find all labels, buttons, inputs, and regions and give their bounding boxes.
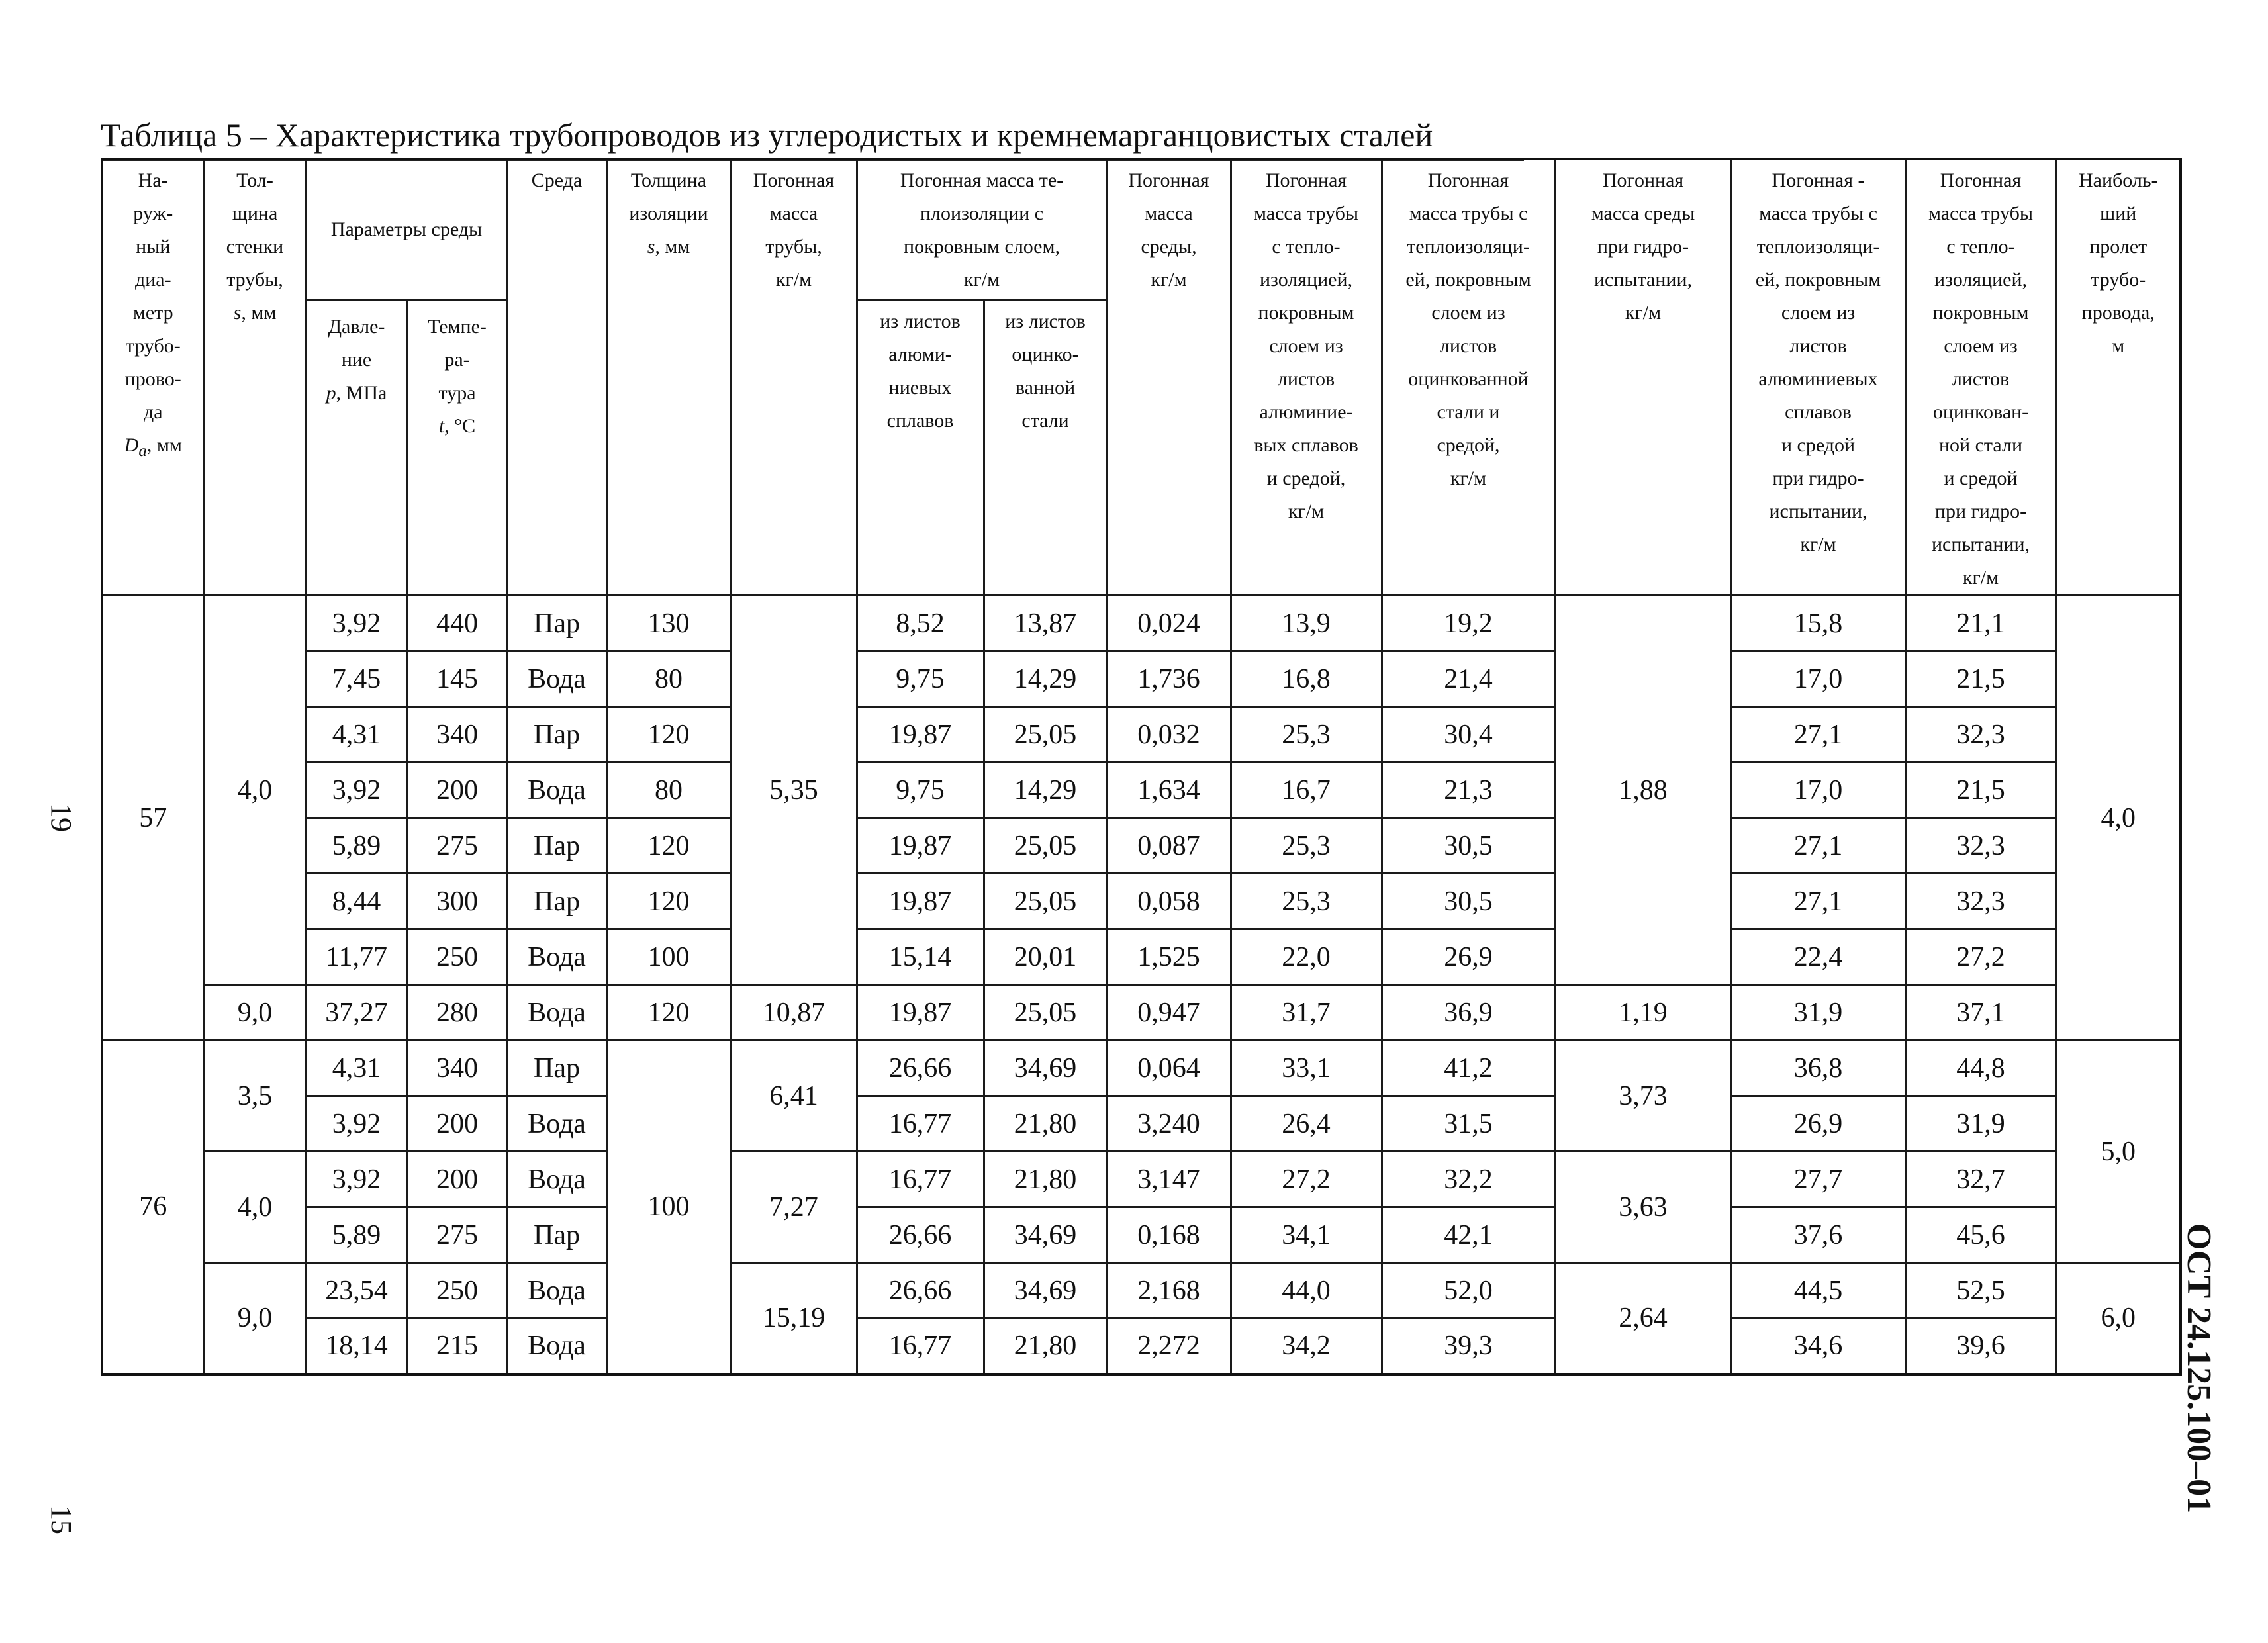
- cell-zn-test: 21,5: [1905, 763, 2056, 818]
- cell-temperature: 200: [407, 1096, 507, 1152]
- cell-pressure: 5,89: [306, 1207, 407, 1263]
- cell-pressure: 4,31: [306, 1041, 407, 1096]
- cell-medium: Вода: [507, 929, 606, 985]
- cell-temperature: 280: [407, 985, 507, 1041]
- cell-medium: Пар: [507, 874, 606, 929]
- cell-insulation: 80: [606, 763, 731, 818]
- header-pressure: Давле- ние p, МПа: [306, 300, 407, 595]
- cell-ins-al: 16,77: [857, 1096, 984, 1152]
- cell-zn-medium: 26,9: [1382, 929, 1555, 985]
- header-medium: Среда: [507, 159, 606, 596]
- cell-al-medium: 34,1: [1231, 1207, 1382, 1263]
- table-row: [102, 707, 2181, 763]
- cell-ins-al: 26,66: [857, 1041, 984, 1096]
- cell-ins-al: 15,14: [857, 929, 984, 985]
- cell-ins-al: 16,77: [857, 1319, 984, 1374]
- cell-zn-test: 37,1: [1905, 985, 2056, 1041]
- cell-medium-mass: 0,024: [1107, 596, 1231, 651]
- cell-insulation: 120: [606, 818, 731, 874]
- cell-medium-test: 1,88: [1555, 596, 1731, 985]
- cell-al-medium: 34,2: [1231, 1319, 1382, 1374]
- cell-medium: Пар: [507, 818, 606, 874]
- cell-zn-medium: 30,5: [1382, 818, 1555, 874]
- cell-pressure: 23,54: [306, 1263, 407, 1319]
- cell-ins-zn: 34,69: [984, 1263, 1107, 1319]
- cell-ins-zn: 34,69: [984, 1041, 1107, 1096]
- cell-ins-al: 8,52: [857, 596, 984, 651]
- cell-ins-al: 26,66: [857, 1263, 984, 1319]
- cell-temperature: 300: [407, 874, 507, 929]
- cell-medium-mass: 0,064: [1107, 1041, 1231, 1096]
- cell-al-test: 22,4: [1731, 929, 1905, 985]
- cell-insulation: 120: [606, 985, 731, 1041]
- cell-medium-mass: 2,272: [1107, 1319, 1231, 1374]
- cell-zn-medium: 21,3: [1382, 763, 1555, 818]
- cell-zn-medium: 32,2: [1382, 1152, 1555, 1207]
- cell-wall: 9,0: [204, 985, 306, 1041]
- cell-medium: Пар: [507, 707, 606, 763]
- header-wall-thickness: Тол- щина стенки трубы, s, мм: [204, 159, 306, 596]
- cell-ins-al: 19,87: [857, 874, 984, 929]
- cell-zn-medium: 30,4: [1382, 707, 1555, 763]
- cell-medium-mass: 2,168: [1107, 1263, 1231, 1319]
- cell-temperature: 200: [407, 1152, 507, 1207]
- cell-diameter: 76: [102, 1041, 204, 1374]
- cell-al-test: 37,6: [1731, 1207, 1905, 1263]
- cell-temperature: 440: [407, 596, 507, 651]
- cell-pressure: 18,14: [306, 1319, 407, 1374]
- table-title: Таблица 5 – Характеристика трубопроводов из углеродистых и кремнемарганцовистых сталей: [101, 111, 1524, 161]
- cell-medium-mass: 0,087: [1107, 818, 1231, 874]
- cell-medium: Вода: [507, 1152, 606, 1207]
- cell-al-medium: 25,3: [1231, 707, 1382, 763]
- cell-al-test: 36,8: [1731, 1041, 1905, 1096]
- table-row: [102, 651, 2181, 707]
- cell-al-test: 34,6: [1731, 1319, 1905, 1374]
- cell-span: 6,0: [2056, 1263, 2181, 1374]
- page-number-bottom: 15: [45, 1505, 77, 1534]
- cell-medium-mass: 0,032: [1107, 707, 1231, 763]
- cell-wall: 9,0: [204, 1263, 306, 1374]
- cell-medium-test: 1,19: [1555, 985, 1731, 1041]
- table-row: [102, 1207, 2181, 1263]
- cell-pipe-mass: 15,19: [731, 1263, 857, 1374]
- header-max-span: Наиболь- ший пролет трубо- провода, м: [2056, 159, 2181, 596]
- cell-temperature: 250: [407, 1263, 507, 1319]
- cell-al-medium: 25,3: [1231, 818, 1382, 874]
- cell-medium-test: 3,63: [1555, 1152, 1731, 1263]
- cell-temperature: 275: [407, 1207, 507, 1263]
- table-row: [102, 929, 2181, 985]
- cell-pipe-mass: 7,27: [731, 1152, 857, 1263]
- cell-insulation: 120: [606, 707, 731, 763]
- cell-zn-test: 44,8: [1905, 1041, 2056, 1096]
- cell-ins-al: 19,87: [857, 985, 984, 1041]
- cell-medium: Пар: [507, 596, 606, 651]
- cell-pressure: 3,92: [306, 596, 407, 651]
- cell-al-test: 17,0: [1731, 651, 1905, 707]
- cell-ins-zn: 25,05: [984, 874, 1107, 929]
- cell-al-medium: 22,0: [1231, 929, 1382, 985]
- cell-pressure: 11,77: [306, 929, 407, 985]
- cell-zn-test: 21,5: [1905, 651, 2056, 707]
- cell-medium: Вода: [507, 1319, 606, 1374]
- cell-al-medium: 27,2: [1231, 1152, 1382, 1207]
- header-mass-al-medium: Погонная масса трубы с тепло- изоляцией, покровным слоем из листов алюминие- вых сплавов и средой, кг/м: [1231, 159, 1382, 596]
- cell-al-medium: 13,9: [1231, 596, 1382, 651]
- table-row: [102, 1319, 2181, 1374]
- table-row: [102, 1152, 2181, 1207]
- cell-zn-medium: 30,5: [1382, 874, 1555, 929]
- cell-ins-zn: 25,05: [984, 707, 1107, 763]
- cell-medium: Вода: [507, 1096, 606, 1152]
- cell-temperature: 250: [407, 929, 507, 985]
- cell-ins-al: 19,87: [857, 707, 984, 763]
- cell-ins-zn: 14,29: [984, 651, 1107, 707]
- cell-medium: Пар: [507, 1041, 606, 1096]
- cell-al-test: 15,8: [1731, 596, 1905, 651]
- cell-zn-medium: 42,1: [1382, 1207, 1555, 1263]
- page-number-top: 19: [45, 803, 77, 832]
- cell-zn-test: 39,6: [1905, 1319, 2056, 1374]
- cell-al-test: 26,9: [1731, 1096, 1905, 1152]
- pipeline-table: [101, 158, 2182, 1376]
- cell-zn-medium: 52,0: [1382, 1263, 1555, 1319]
- cell-medium-mass: 3,240: [1107, 1096, 1231, 1152]
- cell-al-medium: 44,0: [1231, 1263, 1382, 1319]
- header-pipe-mass: Погонная масса трубы, кг/м: [731, 159, 857, 596]
- cell-al-medium: 25,3: [1231, 874, 1382, 929]
- cell-ins-zn: 14,29: [984, 763, 1107, 818]
- header-insulation-mass: Погонная масса те- плоизоляции с покровным слоем, кг/м: [857, 159, 1107, 300]
- cell-al-test: 17,0: [1731, 763, 1905, 818]
- cell-temperature: 145: [407, 651, 507, 707]
- cell-zn-test: 32,3: [1905, 874, 2056, 929]
- cell-zn-test: 52,5: [1905, 1263, 2056, 1319]
- cell-medium-mass: 3,147: [1107, 1152, 1231, 1207]
- cell-zn-test: 21,1: [1905, 596, 2056, 651]
- table-row: [102, 818, 2181, 874]
- cell-zn-test: 27,2: [1905, 929, 2056, 985]
- header-mass-zn-test: Погонная масса трубы с тепло- изоляцией, покровным слоем из листов оцинкован- ной стали и средой при гидро- испытании, кг/м: [1905, 159, 2056, 596]
- cell-ins-zn: 25,05: [984, 985, 1107, 1041]
- cell-al-test: 44,5: [1731, 1263, 1905, 1319]
- cell-zn-test: 45,6: [1905, 1207, 2056, 1263]
- cell-insulation: 80: [606, 651, 731, 707]
- cell-pipe-mass: 5,35: [731, 596, 857, 985]
- header-insulation: Толщина изоляции s, мм: [606, 159, 731, 596]
- header-outer-diameter: На- руж- ный диа- метр трубо- прово- да $D_a$, мм: [102, 159, 204, 596]
- cell-ins-zn: 13,87: [984, 596, 1107, 651]
- cell-temperature: 340: [407, 707, 507, 763]
- header-mass-zn-medium: Погонная масса трубы с теплоизоляци- ей, покровным слоем из листов оцинкованной стали и средой, кг/м: [1382, 159, 1555, 596]
- cell-wall: 3,5: [204, 1041, 306, 1152]
- cell-pressure: 5,89: [306, 818, 407, 874]
- cell-wall: 4,0: [204, 1152, 306, 1263]
- cell-insulation: 120: [606, 874, 731, 929]
- cell-temperature: 340: [407, 1041, 507, 1096]
- cell-temperature: 215: [407, 1319, 507, 1374]
- cell-ins-al: 26,66: [857, 1207, 984, 1263]
- cell-insulation: 130: [606, 596, 731, 651]
- header-medium-test-mass: Погонная масса среды при гидро- испытании, кг/м: [1555, 159, 1731, 596]
- cell-medium: Вода: [507, 985, 606, 1041]
- cell-wall: 4,0: [204, 596, 306, 985]
- table-row: [102, 1041, 2181, 1096]
- cell-ins-zn: 25,05: [984, 818, 1107, 874]
- cell-temperature: 200: [407, 763, 507, 818]
- table-row: [102, 596, 2181, 651]
- cell-medium-mass: 1,634: [1107, 763, 1231, 818]
- cell-medium-test: 3,73: [1555, 1041, 1731, 1152]
- cell-medium: Вода: [507, 763, 606, 818]
- table-row: [102, 763, 2181, 818]
- cell-al-medium: 31,7: [1231, 985, 1382, 1041]
- cell-span: 4,0: [2056, 596, 2181, 1041]
- cell-pipe-mass: 10,87: [731, 985, 857, 1041]
- cell-al-medium: 26,4: [1231, 1096, 1382, 1152]
- cell-medium-mass: 1,525: [1107, 929, 1231, 985]
- cell-pressure: 3,92: [306, 763, 407, 818]
- header-ins-mass-zn: из листов оцинко- ванной стали: [984, 300, 1107, 595]
- cell-zn-medium: 21,4: [1382, 651, 1555, 707]
- cell-pressure: 8,44: [306, 874, 407, 929]
- header-temperature: Темпе- ра- тура t, °С: [407, 300, 507, 595]
- table-row: [102, 1263, 2181, 1319]
- cell-zn-test: 32,7: [1905, 1152, 2056, 1207]
- cell-diameter: 57: [102, 596, 204, 1041]
- cell-ins-zn: 21,80: [984, 1096, 1107, 1152]
- header-mass-al-test: Погонная - масса трубы с теплоизоляци- ей, покровным слоем из листов алюминиевых сплавов и средой при гидро- испытании, кг/м: [1731, 159, 1905, 596]
- cell-pressure: 37,27: [306, 985, 407, 1041]
- cell-medium-mass: 0,947: [1107, 985, 1231, 1041]
- cell-zn-medium: 41,2: [1382, 1041, 1555, 1096]
- cell-medium: Вода: [507, 1263, 606, 1319]
- cell-pressure: 3,92: [306, 1096, 407, 1152]
- cell-zn-test: 31,9: [1905, 1096, 2056, 1152]
- cell-ins-al: 9,75: [857, 651, 984, 707]
- cell-insulation: 100: [606, 929, 731, 985]
- cell-ins-zn: 20,01: [984, 929, 1107, 985]
- cell-zn-test: 32,3: [1905, 818, 2056, 874]
- cell-al-medium: 16,8: [1231, 651, 1382, 707]
- cell-medium: Вода: [507, 651, 606, 707]
- cell-span: 5,0: [2056, 1041, 2181, 1263]
- cell-medium-mass: 0,058: [1107, 874, 1231, 929]
- cell-zn-medium: 39,3: [1382, 1319, 1555, 1374]
- cell-al-test: 27,1: [1731, 818, 1905, 874]
- cell-zn-test: 32,3: [1905, 707, 2056, 763]
- cell-al-test: 27,1: [1731, 707, 1905, 763]
- table-row: [102, 874, 2181, 929]
- cell-ins-al: 16,77: [857, 1152, 984, 1207]
- cell-al-medium: 16,7: [1231, 763, 1382, 818]
- cell-temperature: 275: [407, 818, 507, 874]
- cell-zn-medium: 19,2: [1382, 596, 1555, 651]
- cell-zn-medium: 36,9: [1382, 985, 1555, 1041]
- cell-ins-al: 9,75: [857, 763, 984, 818]
- header-ins-mass-al: из листов алюми- ниевых сплавов: [857, 300, 984, 595]
- table-row: [102, 1096, 2181, 1152]
- cell-pipe-mass: 6,41: [731, 1041, 857, 1152]
- cell-insulation: 100: [606, 1041, 731, 1374]
- cell-medium: Пар: [507, 1207, 606, 1263]
- cell-medium-test: 2,64: [1555, 1263, 1731, 1374]
- cell-ins-zn: 21,80: [984, 1152, 1107, 1207]
- cell-pressure: 7,45: [306, 651, 407, 707]
- document-code: ОСТ 24.125.100–01: [2180, 1223, 2218, 1514]
- cell-al-test: 27,1: [1731, 874, 1905, 929]
- cell-ins-zn: 34,69: [984, 1207, 1107, 1263]
- table-row: [102, 985, 2181, 1041]
- cell-pressure: 3,92: [306, 1152, 407, 1207]
- cell-medium-mass: 1,736: [1107, 651, 1231, 707]
- cell-medium-mass: 0,168: [1107, 1207, 1231, 1263]
- cell-ins-al: 19,87: [857, 818, 984, 874]
- cell-al-test: 27,7: [1731, 1152, 1905, 1207]
- header-env-params: Параметры среды: [306, 159, 507, 300]
- cell-pressure: 4,31: [306, 707, 407, 763]
- cell-al-test: 31,9: [1731, 985, 1905, 1041]
- cell-ins-zn: 21,80: [984, 1319, 1107, 1374]
- cell-al-medium: 33,1: [1231, 1041, 1382, 1096]
- header-medium-mass: Погонная масса среды, кг/м: [1107, 159, 1231, 596]
- cell-zn-medium: 31,5: [1382, 1096, 1555, 1152]
